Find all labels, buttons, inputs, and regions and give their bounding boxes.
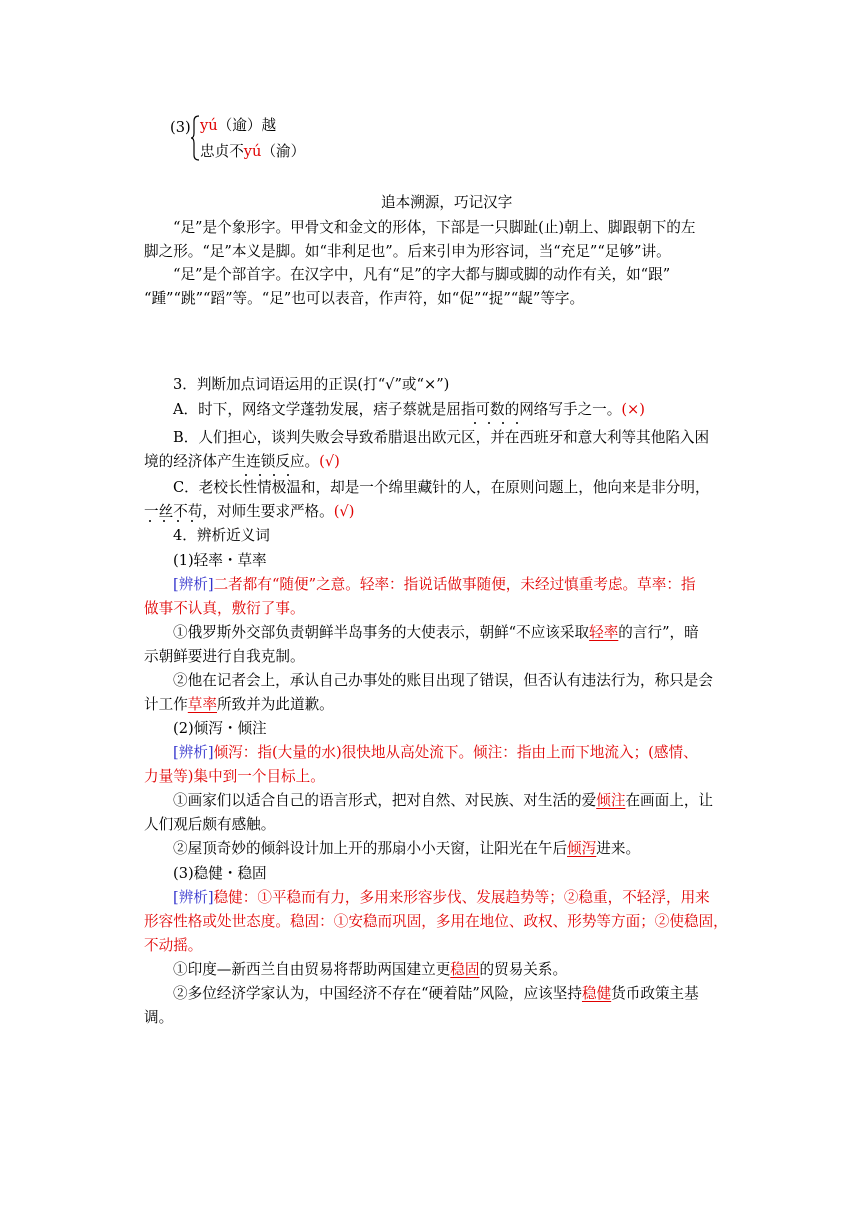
sentence-part: ①印度—新西兰自由贸易将帮助两国建立更 (173, 961, 451, 978)
analysis-text: 稳健：①平稳而有力，多用来形容步伐、发展趋势等；②稳重，不轻浮，用来 (213, 889, 710, 906)
answer-word: 轻率 (589, 624, 619, 641)
option-c-answer: (√) (333, 503, 355, 520)
answer-word: 稳健 (581, 985, 612, 1002)
option-a-text: A．时下，网络文学蓬勃发展，痞子蔡就是屈指可数的网络写手之一。 (173, 401, 622, 418)
sentence-part: ②多位经济学家认为，中国经济不存在“硬着陆”风险，应该坚持 (173, 985, 582, 1002)
answer-word: 草率 (187, 696, 217, 713)
sentence-part: 所致并为此道歉。 (217, 696, 334, 713)
sentence-part: 的贸易关系。 (479, 961, 568, 978)
subquestion-1-item-2-line-2 (144, 695, 334, 715)
pinyin-answer: yú (243, 143, 262, 160)
pinyin-line-2 (200, 142, 305, 162)
subquestion-3-explanation-line-1 (173, 888, 710, 908)
answer-word: 倾泻 (567, 840, 597, 857)
paragraph-1-line-2: 脚之形。“足”本义是脚。如“非利足也”。后来引申为形容词，当“充足”“足够”讲。 (144, 243, 671, 260)
subquestion-1-item-1-line-1 (173, 623, 699, 643)
item-number: (3) (170, 119, 191, 136)
pinyin-word: （逾）越 (217, 117, 277, 134)
subquestion-1-heading: (1)轻率・草率 (173, 552, 267, 569)
paragraph-2-line-1: “足”是个部首字。在汉字中，凡有“足”的字大都与脚或脚的动作有关，如“跟” (173, 266, 671, 283)
subquestion-3-item-1 (173, 960, 567, 980)
paragraph-1-line-1: “足”是个象形字。甲骨文和金文的形体，下部是一只脚趾(止)朝上、脚跟朝下的左 (173, 219, 696, 236)
sentence-part: 的言行”，暗 (618, 624, 699, 641)
option-b-text: 境的经济体产生连锁反应。 (144, 453, 320, 470)
subquestion-1-explanation-line-1 (173, 575, 696, 595)
option-c-line-2 (144, 502, 354, 522)
option-a-answer: (×) (621, 401, 645, 418)
subquestion-3-item-2-line-1 (173, 984, 699, 1004)
subquestion-2-explanation-line-1 (173, 743, 698, 763)
analysis-text: 二者都有“随便”之意。轻率：指说话做事随便，未经过慎重考虑。草率：指 (213, 576, 696, 593)
subquestion-3-explanation-line-3: 不动摇。 (144, 937, 203, 954)
pinyin-word: （渝） (261, 143, 306, 160)
subquestion-2-item-1-line-2: 人们观后颇有感触。 (144, 816, 276, 833)
sentence-part: ①俄罗斯外交部负责朝鲜半岛事务的大使表示，朝鲜“不应该采取 (173, 624, 590, 641)
sentence-part: 进来。 (596, 840, 641, 857)
pinyin-line-1 (200, 116, 276, 136)
paragraph-2-line-2: “踵”“跳”“蹈”等。“足”也可以表音，作声符，如“促”“捉”“龊”等字。 (144, 290, 585, 307)
analysis-tag: [辨析] (173, 576, 214, 593)
option-a (173, 400, 645, 420)
subquestion-3-item-2-line-2: 调。 (144, 1009, 174, 1026)
section-title: 追本溯源，巧记汉字 (381, 194, 513, 211)
subquestion-2-heading: (2)倾泻・倾注 (173, 720, 267, 737)
sentence-part: 在画面上，让 (625, 792, 714, 809)
option-c-text: 一丝不苟，对师生要求严格。 (144, 503, 334, 520)
question-4-stem: 4．辨析近义词 (173, 527, 270, 544)
subquestion-1-item-2-line-1: ②他在记者会上，承认自己办事处的账目出现了错误，但否认有违法行为，称只是会 (173, 672, 713, 689)
option-c-line-1: C．老校长性情极温和，却是一个绵里藏针的人，在原则问题上，他向来是非分明， (173, 479, 710, 496)
subquestion-2-item-2 (173, 839, 640, 859)
sentence-part: ②屋顶奇妙的倾斜设计加上开的那扇小小天窗，让阳光在午后 (173, 840, 568, 857)
subquestion-2-item-1-line-1 (173, 791, 713, 811)
subquestion-1-item-1-line-2: 示朝鲜要进行自我克制。 (144, 648, 305, 665)
option-b-line-1: B．人们担心，谈判失败会导致希腊退出欧元区，并在西班牙和意大利等其他陷入困 (173, 429, 710, 446)
sentence-part: ①画家们以适合自己的语言形式，把对自然、对民族、对生活的爱 (173, 792, 597, 809)
analysis-tag: [辨析] (173, 744, 214, 761)
analysis-tag: [辨析] (173, 889, 214, 906)
brace-icon (190, 115, 200, 161)
pinyin-answer: yú (200, 117, 218, 134)
answer-word: 倾注 (596, 792, 626, 809)
option-b-line-2 (144, 452, 340, 472)
pinyin-prefix: 忠贞不 (200, 143, 244, 160)
subquestion-3-heading: (3)稳健・稳固 (173, 865, 267, 882)
sentence-part: 货币政策主基 (611, 985, 699, 1002)
subquestion-1-explanation-line-2: 做事不认真，敷衍了事。 (144, 600, 305, 617)
analysis-text: 倾泻：指(大量的水)很快地从高处流下。倾注：指由上而下地流入；(感情、 (213, 744, 698, 761)
answer-word: 稳固 (450, 961, 480, 978)
option-b-answer: (√) (319, 453, 340, 470)
subquestion-3-explanation-line-2: 形容性格或处世态度。稳固：①安稳而巩固，多用在地位、政权、形势等方面；②使稳固， (144, 913, 728, 930)
subquestion-2-explanation-line-2: 力量等)集中到一个目标上。 (144, 768, 325, 785)
sentence-part: 计工作 (144, 696, 188, 713)
question-3-stem: 3．判断加点词语运用的正误(打“√”或“×”) (173, 376, 450, 393)
